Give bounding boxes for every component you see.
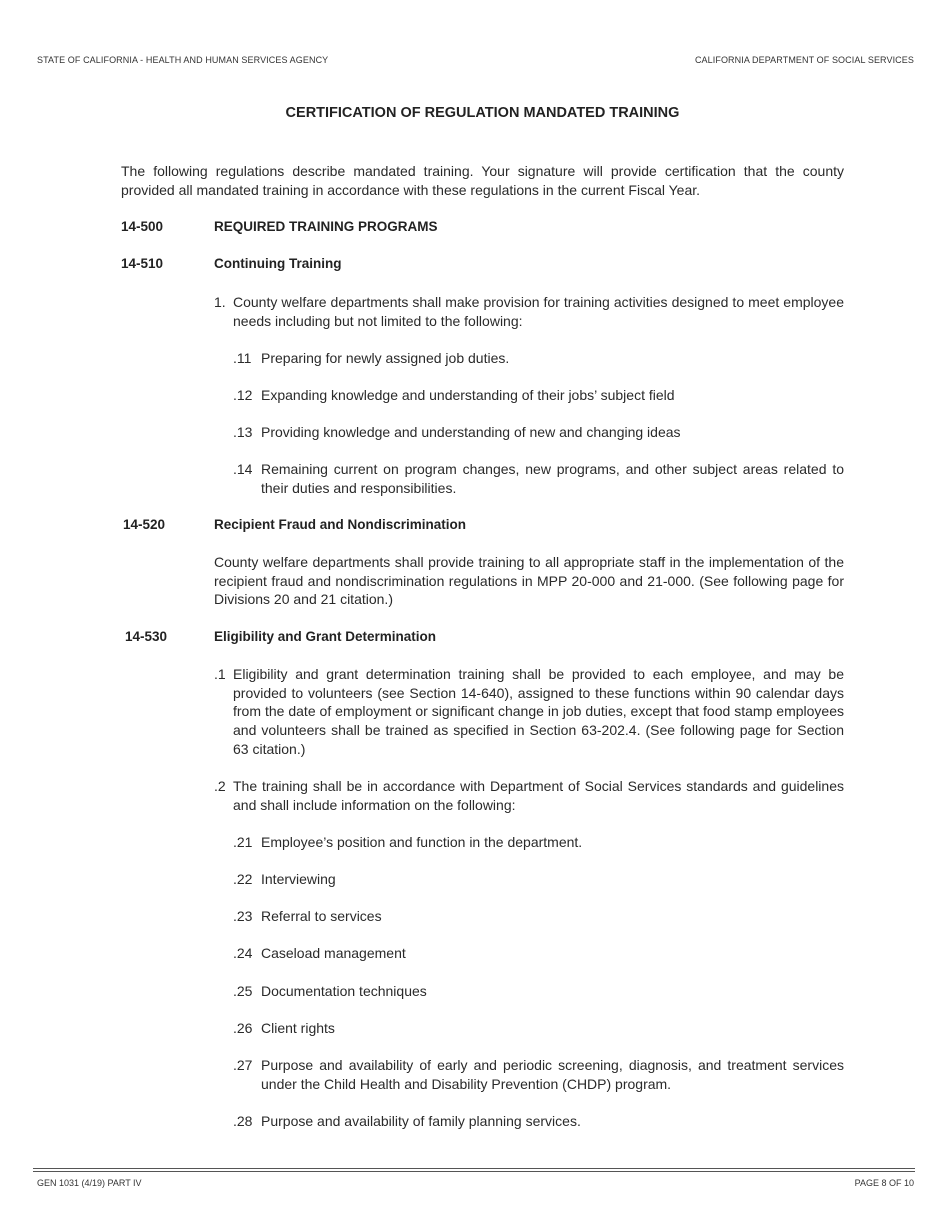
- list-item-24: [233, 944, 844, 963]
- item-number: 1.: [214, 294, 226, 310]
- section-14-520-title: Recipient Fraud and Nondiscrimination: [214, 517, 467, 532]
- item-text: Remaining current on program changes, new programs, and other subject areas related to their duties and responsibilities.: [261, 461, 844, 496]
- footer-divider-inner: [33, 1171, 915, 1172]
- intro-paragraph: The following regulations describe mandated training. Your signature will provide certification that the county provided all mandated training in accordance with these regulations in the current Fiscal Year.: [121, 163, 844, 198]
- footer-form-id: GEN 1031 (4/19) PART IV: [37, 1178, 142, 1188]
- list-item-23: [233, 907, 844, 926]
- item-number: .21: [233, 834, 253, 850]
- item-text: Purpose and availability of family planning services.: [261, 1113, 581, 1129]
- item-text: The training shall be in accordance with Department of Social Services standards and guidelines and shall include information on the following:: [233, 778, 844, 813]
- item-text: Providing knowledge and understanding of new and changing ideas: [261, 424, 681, 440]
- item-number: .24: [233, 945, 253, 961]
- list-item-21: [233, 833, 844, 852]
- item-text: Expanding knowledge and understanding of their jobs’ subject field: [261, 387, 675, 403]
- item-number: .25: [233, 983, 253, 999]
- item-number: .12: [233, 387, 253, 403]
- item-number: .28: [233, 1113, 253, 1129]
- item-text: Interviewing: [261, 871, 336, 887]
- item-text: Documentation techniques: [261, 983, 427, 999]
- item-number: .23: [233, 908, 253, 924]
- section-14-510-number: 14-510: [121, 256, 164, 271]
- list-item-25: [233, 982, 844, 1001]
- list-item-12: [233, 386, 844, 405]
- list-item-11: [233, 349, 844, 368]
- item-text: Referral to services: [261, 908, 382, 924]
- footer-page-number: PAGE 8 OF 10: [854, 1178, 914, 1188]
- section-14-530-number: 14-530: [125, 629, 168, 644]
- footer-divider: [33, 1168, 915, 1169]
- header-department: CALIFORNIA DEPARTMENT OF SOCIAL SERVICES: [694, 55, 914, 65]
- item-text: Caseload management: [261, 945, 406, 961]
- section-14-510-item-1: [214, 293, 844, 330]
- section-14-500-title: REQUIRED TRAINING PROGRAMS: [214, 219, 438, 234]
- item-text: Employee’s position and function in the department.: [261, 834, 583, 850]
- item-text: County welfare departments shall make provision for training activities designed to meet employee needs including but not limited to the following:: [233, 294, 844, 329]
- list-item-13: [233, 423, 844, 442]
- item-number: .2: [214, 778, 226, 794]
- list-item-14: [233, 460, 844, 497]
- section-14-510-title: Continuing Training: [214, 256, 342, 271]
- item-text: Client rights: [261, 1020, 335, 1036]
- item-number: .11: [233, 350, 252, 366]
- item-text: Purpose and availability of early and periodic screening, diagnosis, and treatment services under the Child Health and Disability Prevention (CHDP) program.: [261, 1057, 844, 1092]
- item-number: .26: [233, 1020, 253, 1036]
- item-number: .14: [233, 461, 253, 477]
- item-number: .27: [233, 1057, 253, 1073]
- list-item-27: [233, 1056, 844, 1093]
- list-item-26: [233, 1019, 844, 1038]
- page-title: CERTIFICATION OF REGULATION MANDATED TRAINING: [285, 105, 680, 121]
- header-agency: STATE OF CALIFORNIA - HEALTH AND HUMAN SERVICES AGENCY: [37, 55, 329, 65]
- section-14-520-paragraph: County welfare departments shall provide training to all appropriate staff in the implementation of the recipient fraud and nondiscrimination regulations in MPP 20-000 and 21-000. (See following page for Divisions 20 and 21 citation.): [214, 554, 844, 608]
- item-text: Eligibility and grant determination training shall be provided to each employee, and may be provided to volunteers (see Section 14-640), assigned to these functions within 90 calendar days from the date of employment or significant change in job duties, except that food stamp employees and volunteers shall be trained as specified in Section 63-202.4. (See following page for Section 63 citation.): [233, 666, 844, 757]
- item-number: .13: [233, 424, 253, 440]
- section-14-530-item-2: [214, 777, 844, 814]
- section-14-500-number: 14-500: [121, 219, 164, 234]
- list-item-28: [233, 1112, 844, 1131]
- section-14-530-item-1: [214, 665, 844, 759]
- section-14-520-number: 14-520: [123, 517, 166, 532]
- list-item-22: [233, 870, 844, 889]
- item-text: Preparing for newly assigned job duties.: [261, 350, 510, 366]
- item-number: .1: [214, 666, 226, 682]
- section-14-530-title: Eligibility and Grant Determination: [214, 629, 437, 644]
- item-number: .22: [233, 871, 253, 887]
